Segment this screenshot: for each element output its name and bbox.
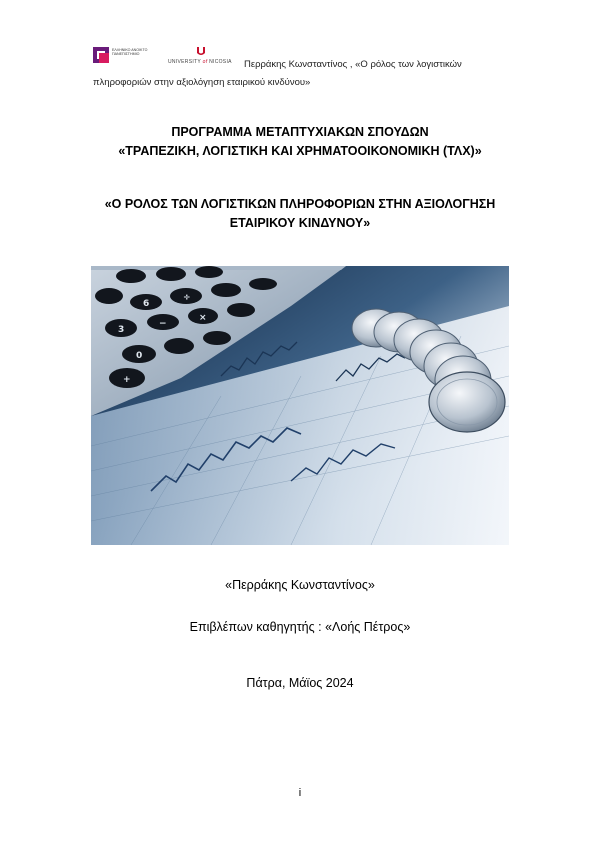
hou-logo-text: ΕΛΛΗΝΙΚΟ ΑΝΟΙΚΤΟ ΠΑΝΕΠΙΣΤΗΜΙΟ — [112, 48, 148, 57]
university-of-nicosia-logo — [168, 47, 240, 67]
svg-text:3: 3 — [118, 325, 125, 335]
program-title: ΠΡΟΓΡΑΜΜΑ ΜΕΤΑΠΤΥΧΙΑΚΩΝ ΣΠΟΥΔΩΝ — [171, 125, 429, 139]
svg-text:×: × — [199, 313, 207, 323]
supervisor-line: Επιβλέπων καθηγητής : «Λοής Πέτρος» — [189, 620, 411, 634]
unic-logo-text: UNIVERSITY of NICOSIA — [168, 59, 232, 65]
program-subtitle: «ΤΡΑΠΕΖΙΚΗ, ΛΟΓΙΣΤΙΚΗ ΚΑΙ ΧΡΗΜΑΤΟΟΙΚΟΝΟΜΙΚΗ (ΤΛΧ)» — [118, 144, 482, 158]
page-number: i — [298, 787, 302, 799]
header-citation-line2: πληροφοριών στην αξιολόγηση εταιρικού κινδύνου» — [93, 77, 311, 88]
hellenic-open-university-logo — [93, 47, 151, 65]
place-and-date: Πάτρα, Μάϊος 2024 — [246, 676, 354, 690]
header-citation-line1: Περράκης Κωνσταντίνος , «Ο ρόλος των λογιστικών — [244, 59, 462, 70]
unic-logo-mark-icon — [196, 47, 206, 57]
cover-photo-calculator-coins-charts — [91, 266, 509, 545]
thesis-title-line1: «Ο ΡΟΛΟΣ ΤΩΝ ΛΟΓΙΣΤΙΚΩΝ ΠΛΗΡΟΦΟΡΙΩΝ ΣΤΗΝ ΑΞΙΟΛΟΓΗΣΗ — [104, 197, 496, 211]
thesis-title-line2: ΕΤΑΙΡΙΚΟΥ ΚΙΝΔΥΝΟΥ» — [229, 216, 371, 230]
author-name: «Περράκης Κωνσταντίνος» — [225, 578, 375, 592]
svg-text:0: 0 — [136, 351, 143, 361]
hou-logo-mark-icon — [93, 47, 109, 63]
svg-text:+: + — [123, 375, 131, 385]
svg-text:−: − — [159, 319, 167, 329]
svg-text:6: 6 — [143, 299, 150, 309]
svg-text:÷: ÷ — [183, 293, 191, 303]
